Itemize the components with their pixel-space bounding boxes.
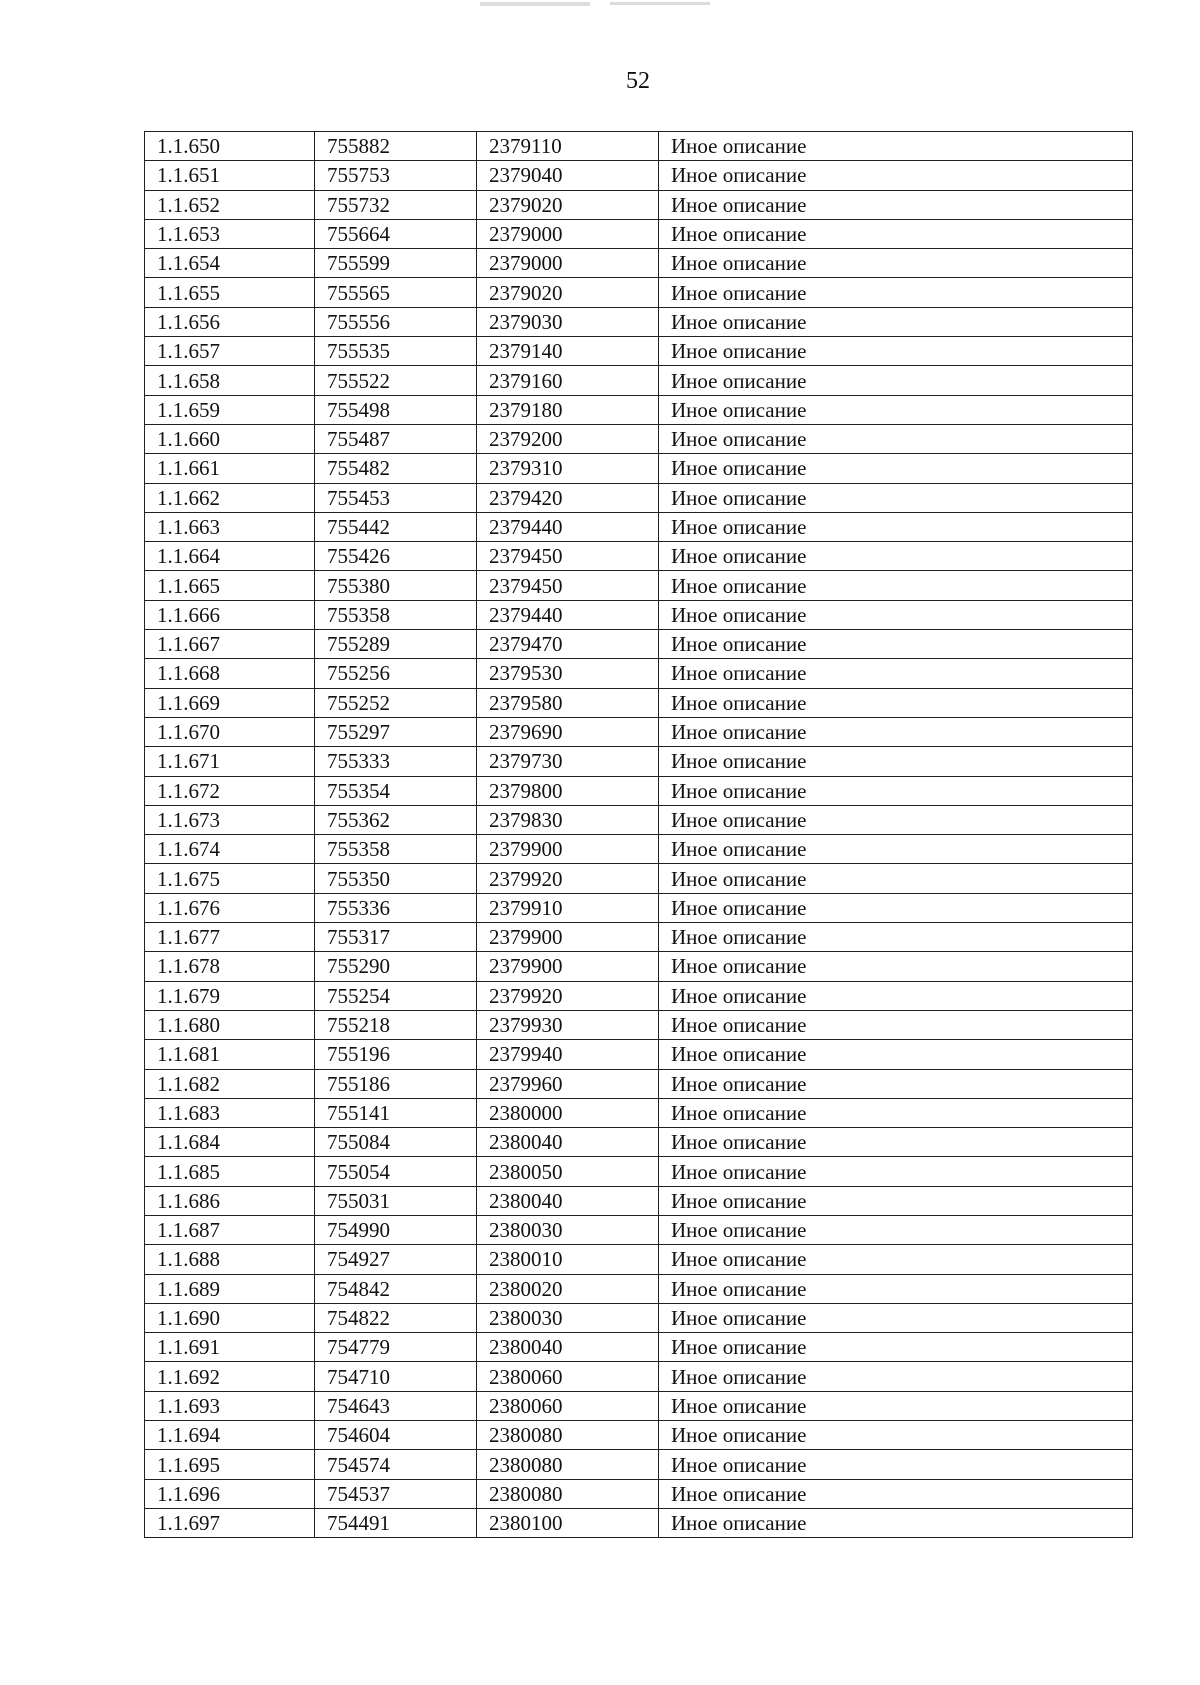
point-number-cell: 1.1.683 [145,1098,315,1127]
table-row [145,893,1133,922]
point-number-cell: 1.1.655 [145,278,315,307]
y-coordinate-cell: 2380040 [477,1186,659,1215]
x-coordinate-cell: 755362 [315,805,477,834]
table-row [145,1186,1133,1215]
y-coordinate-cell: 2379020 [477,190,659,219]
y-coordinate-cell: 2379900 [477,835,659,864]
x-coordinate-cell: 755254 [315,981,477,1010]
x-coordinate-cell: 755426 [315,542,477,571]
x-coordinate-cell: 754491 [315,1508,477,1537]
point-number-cell: 1.1.695 [145,1450,315,1479]
description-cell: Иное описание [659,835,1133,864]
point-number-cell: 1.1.669 [145,688,315,717]
y-coordinate-cell: 2380030 [477,1303,659,1332]
point-number-cell: 1.1.679 [145,981,315,1010]
table-row [145,1450,1133,1479]
x-coordinate-cell: 755333 [315,747,477,776]
y-coordinate-cell: 2379000 [477,219,659,248]
x-coordinate-cell: 755882 [315,132,477,161]
table-row [145,483,1133,512]
scan-artifact [610,2,710,5]
x-coordinate-cell: 755256 [315,659,477,688]
x-coordinate-cell: 755498 [315,395,477,424]
point-number-cell: 1.1.667 [145,630,315,659]
point-number-cell: 1.1.673 [145,805,315,834]
description-cell: Иное описание [659,1274,1133,1303]
y-coordinate-cell: 2379180 [477,395,659,424]
point-number-cell: 1.1.672 [145,776,315,805]
description-cell: Иное описание [659,307,1133,336]
y-coordinate-cell: 2380080 [477,1479,659,1508]
point-number-cell: 1.1.697 [145,1508,315,1537]
description-cell: Иное описание [659,688,1133,717]
point-number-cell: 1.1.692 [145,1362,315,1391]
point-number-cell: 1.1.686 [145,1186,315,1215]
y-coordinate-cell: 2380060 [477,1362,659,1391]
table-row [145,1391,1133,1420]
point-number-cell: 1.1.694 [145,1421,315,1450]
y-coordinate-cell: 2379920 [477,981,659,1010]
table-row [145,805,1133,834]
x-coordinate-cell: 755358 [315,835,477,864]
y-coordinate-cell: 2379800 [477,776,659,805]
y-coordinate-cell: 2379140 [477,337,659,366]
description-cell: Иное описание [659,278,1133,307]
point-number-cell: 1.1.665 [145,571,315,600]
y-coordinate-cell: 2379940 [477,1040,659,1069]
description-cell: Иное описание [659,1333,1133,1362]
description-cell: Иное описание [659,366,1133,395]
x-coordinate-cell: 755599 [315,249,477,278]
y-coordinate-cell: 2379830 [477,805,659,834]
x-coordinate-cell: 754710 [315,1362,477,1391]
point-number-cell: 1.1.689 [145,1274,315,1303]
x-coordinate-cell: 755522 [315,366,477,395]
x-coordinate-cell: 755297 [315,717,477,746]
point-number-cell: 1.1.659 [145,395,315,424]
y-coordinate-cell: 2379040 [477,161,659,190]
description-cell: Иное описание [659,1040,1133,1069]
description-cell: Иное описание [659,923,1133,952]
point-number-cell: 1.1.657 [145,337,315,366]
table-row [145,307,1133,336]
x-coordinate-cell: 754842 [315,1274,477,1303]
x-coordinate-cell: 755535 [315,337,477,366]
table-row [145,219,1133,248]
table-row [145,630,1133,659]
description-cell: Иное описание [659,805,1133,834]
table-row [145,571,1133,600]
point-number-cell: 1.1.656 [145,307,315,336]
x-coordinate-cell: 754537 [315,1479,477,1508]
x-coordinate-cell: 755358 [315,600,477,629]
y-coordinate-cell: 2380080 [477,1421,659,1450]
x-coordinate-cell: 755487 [315,424,477,453]
description-cell: Иное описание [659,1303,1133,1332]
table-row [145,395,1133,424]
point-number-cell: 1.1.674 [145,835,315,864]
table-row [145,1010,1133,1039]
y-coordinate-cell: 2379440 [477,512,659,541]
x-coordinate-cell: 755218 [315,1010,477,1039]
y-coordinate-cell: 2379030 [477,307,659,336]
x-coordinate-cell: 755380 [315,571,477,600]
y-coordinate-cell: 2379920 [477,864,659,893]
point-number-cell: 1.1.664 [145,542,315,571]
point-number-cell: 1.1.687 [145,1215,315,1244]
point-number-cell: 1.1.684 [145,1128,315,1157]
description-cell: Иное описание [659,249,1133,278]
y-coordinate-cell: 2379960 [477,1069,659,1098]
table-row [145,1128,1133,1157]
y-coordinate-cell: 2380020 [477,1274,659,1303]
y-coordinate-cell: 2379690 [477,717,659,746]
table-row [145,1333,1133,1362]
page-number: 52 [626,68,650,94]
x-coordinate-cell: 755141 [315,1098,477,1127]
x-coordinate-cell: 754927 [315,1245,477,1274]
description-cell: Иное описание [659,1069,1133,1098]
table-row [145,1245,1133,1274]
description-cell: Иное описание [659,1508,1133,1537]
description-cell: Иное описание [659,776,1133,805]
x-coordinate-cell: 755453 [315,483,477,512]
y-coordinate-cell: 2379200 [477,424,659,453]
table-row [145,1421,1133,1450]
table-row [145,1157,1133,1186]
description-cell: Иное описание [659,1010,1133,1039]
description-cell: Иное описание [659,219,1133,248]
point-number-cell: 1.1.658 [145,366,315,395]
description-cell: Иное описание [659,1215,1133,1244]
y-coordinate-cell: 2379420 [477,483,659,512]
description-cell: Иное описание [659,659,1133,688]
y-coordinate-cell: 2379900 [477,952,659,981]
point-number-cell: 1.1.654 [145,249,315,278]
table-row [145,688,1133,717]
coordinates-table [144,131,1133,1538]
point-number-cell: 1.1.691 [145,1333,315,1362]
y-coordinate-cell: 2379730 [477,747,659,776]
y-coordinate-cell: 2379440 [477,600,659,629]
description-cell: Иное описание [659,1362,1133,1391]
description-cell: Иное описание [659,1128,1133,1157]
x-coordinate-cell: 755031 [315,1186,477,1215]
table-row [145,132,1133,161]
table-row [145,424,1133,453]
point-number-cell: 1.1.662 [145,483,315,512]
scan-artifact [480,2,590,6]
description-cell: Иное описание [659,1450,1133,1479]
x-coordinate-cell: 755336 [315,893,477,922]
x-coordinate-cell: 755290 [315,952,477,981]
table-row [145,776,1133,805]
x-coordinate-cell: 754574 [315,1450,477,1479]
table-row [145,1274,1133,1303]
point-number-cell: 1.1.663 [145,512,315,541]
y-coordinate-cell: 2379310 [477,454,659,483]
x-coordinate-cell: 755442 [315,512,477,541]
y-coordinate-cell: 2380050 [477,1157,659,1186]
point-number-cell: 1.1.670 [145,717,315,746]
point-number-cell: 1.1.678 [145,952,315,981]
table-row [145,542,1133,571]
description-cell: Иное описание [659,454,1133,483]
y-coordinate-cell: 2379580 [477,688,659,717]
x-coordinate-cell: 755054 [315,1157,477,1186]
coordinates-table-body [145,132,1133,1538]
description-cell: Иное описание [659,1421,1133,1450]
y-coordinate-cell: 2380040 [477,1128,659,1157]
table-row [145,1215,1133,1244]
table-row [145,864,1133,893]
y-coordinate-cell: 2379930 [477,1010,659,1039]
description-cell: Иное описание [659,747,1133,776]
x-coordinate-cell: 755084 [315,1128,477,1157]
x-coordinate-cell: 755186 [315,1069,477,1098]
description-cell: Иное описание [659,600,1133,629]
y-coordinate-cell: 2380030 [477,1215,659,1244]
table-row [145,337,1133,366]
table-row [145,454,1133,483]
description-cell: Иное описание [659,542,1133,571]
x-coordinate-cell: 754604 [315,1421,477,1450]
table-row [145,659,1133,688]
point-number-cell: 1.1.682 [145,1069,315,1098]
point-number-cell: 1.1.675 [145,864,315,893]
table-row [145,1069,1133,1098]
description-cell: Иное описание [659,483,1133,512]
point-number-cell: 1.1.652 [145,190,315,219]
x-coordinate-cell: 755354 [315,776,477,805]
y-coordinate-cell: 2379910 [477,893,659,922]
table-row [145,1479,1133,1508]
table-row [145,600,1133,629]
description-cell: Иное описание [659,717,1133,746]
x-coordinate-cell: 754779 [315,1333,477,1362]
description-cell: Иное описание [659,864,1133,893]
point-number-cell: 1.1.690 [145,1303,315,1332]
x-coordinate-cell: 755252 [315,688,477,717]
table-row [145,512,1133,541]
point-number-cell: 1.1.680 [145,1010,315,1039]
x-coordinate-cell: 754822 [315,1303,477,1332]
table-row [145,161,1133,190]
table-row [145,981,1133,1010]
x-coordinate-cell: 755289 [315,630,477,659]
description-cell: Иное описание [659,1391,1133,1420]
table-row [145,1040,1133,1069]
point-number-cell: 1.1.681 [145,1040,315,1069]
x-coordinate-cell: 755732 [315,190,477,219]
table-row [145,1098,1133,1127]
y-coordinate-cell: 2379110 [477,132,659,161]
y-coordinate-cell: 2379160 [477,366,659,395]
description-cell: Иное описание [659,952,1133,981]
x-coordinate-cell: 755664 [315,219,477,248]
description-cell: Иное описание [659,1098,1133,1127]
point-number-cell: 1.1.676 [145,893,315,922]
y-coordinate-cell: 2379450 [477,542,659,571]
table-row [145,190,1133,219]
table-row [145,747,1133,776]
y-coordinate-cell: 2379450 [477,571,659,600]
point-number-cell: 1.1.671 [145,747,315,776]
description-cell: Иное описание [659,1186,1133,1215]
point-number-cell: 1.1.661 [145,454,315,483]
description-cell: Иное описание [659,161,1133,190]
point-number-cell: 1.1.685 [145,1157,315,1186]
description-cell: Иное описание [659,337,1133,366]
point-number-cell: 1.1.668 [145,659,315,688]
table-row [145,249,1133,278]
description-cell: Иное описание [659,1479,1133,1508]
x-coordinate-cell: 755482 [315,454,477,483]
table-row [145,923,1133,952]
y-coordinate-cell: 2379900 [477,923,659,952]
description-cell: Иное описание [659,893,1133,922]
x-coordinate-cell: 755317 [315,923,477,952]
description-cell: Иное описание [659,395,1133,424]
description-cell: Иное описание [659,1157,1133,1186]
point-number-cell: 1.1.693 [145,1391,315,1420]
description-cell: Иное описание [659,571,1133,600]
description-cell: Иное описание [659,512,1133,541]
description-cell: Иное описание [659,190,1133,219]
table-row [145,366,1133,395]
table-row [145,717,1133,746]
point-number-cell: 1.1.653 [145,219,315,248]
table-row [145,278,1133,307]
y-coordinate-cell: 2379020 [477,278,659,307]
table-row [145,1303,1133,1332]
x-coordinate-cell: 755556 [315,307,477,336]
y-coordinate-cell: 2380080 [477,1450,659,1479]
point-number-cell: 1.1.651 [145,161,315,190]
y-coordinate-cell: 2379530 [477,659,659,688]
x-coordinate-cell: 755196 [315,1040,477,1069]
x-coordinate-cell: 755350 [315,864,477,893]
table-row [145,1362,1133,1391]
y-coordinate-cell: 2380040 [477,1333,659,1362]
point-number-cell: 1.1.650 [145,132,315,161]
y-coordinate-cell: 2379000 [477,249,659,278]
x-coordinate-cell: 754643 [315,1391,477,1420]
description-cell: Иное описание [659,132,1133,161]
description-cell: Иное описание [659,1245,1133,1274]
table-row [145,1508,1133,1537]
point-number-cell: 1.1.677 [145,923,315,952]
description-cell: Иное описание [659,630,1133,659]
x-coordinate-cell: 754990 [315,1215,477,1244]
point-number-cell: 1.1.696 [145,1479,315,1508]
table-row [145,835,1133,864]
y-coordinate-cell: 2380010 [477,1245,659,1274]
y-coordinate-cell: 2379470 [477,630,659,659]
point-number-cell: 1.1.666 [145,600,315,629]
description-cell: Иное описание [659,424,1133,453]
x-coordinate-cell: 755753 [315,161,477,190]
point-number-cell: 1.1.688 [145,1245,315,1274]
y-coordinate-cell: 2380000 [477,1098,659,1127]
description-cell: Иное описание [659,981,1133,1010]
x-coordinate-cell: 755565 [315,278,477,307]
table-row [145,952,1133,981]
y-coordinate-cell: 2380060 [477,1391,659,1420]
y-coordinate-cell: 2380100 [477,1508,659,1537]
point-number-cell: 1.1.660 [145,424,315,453]
